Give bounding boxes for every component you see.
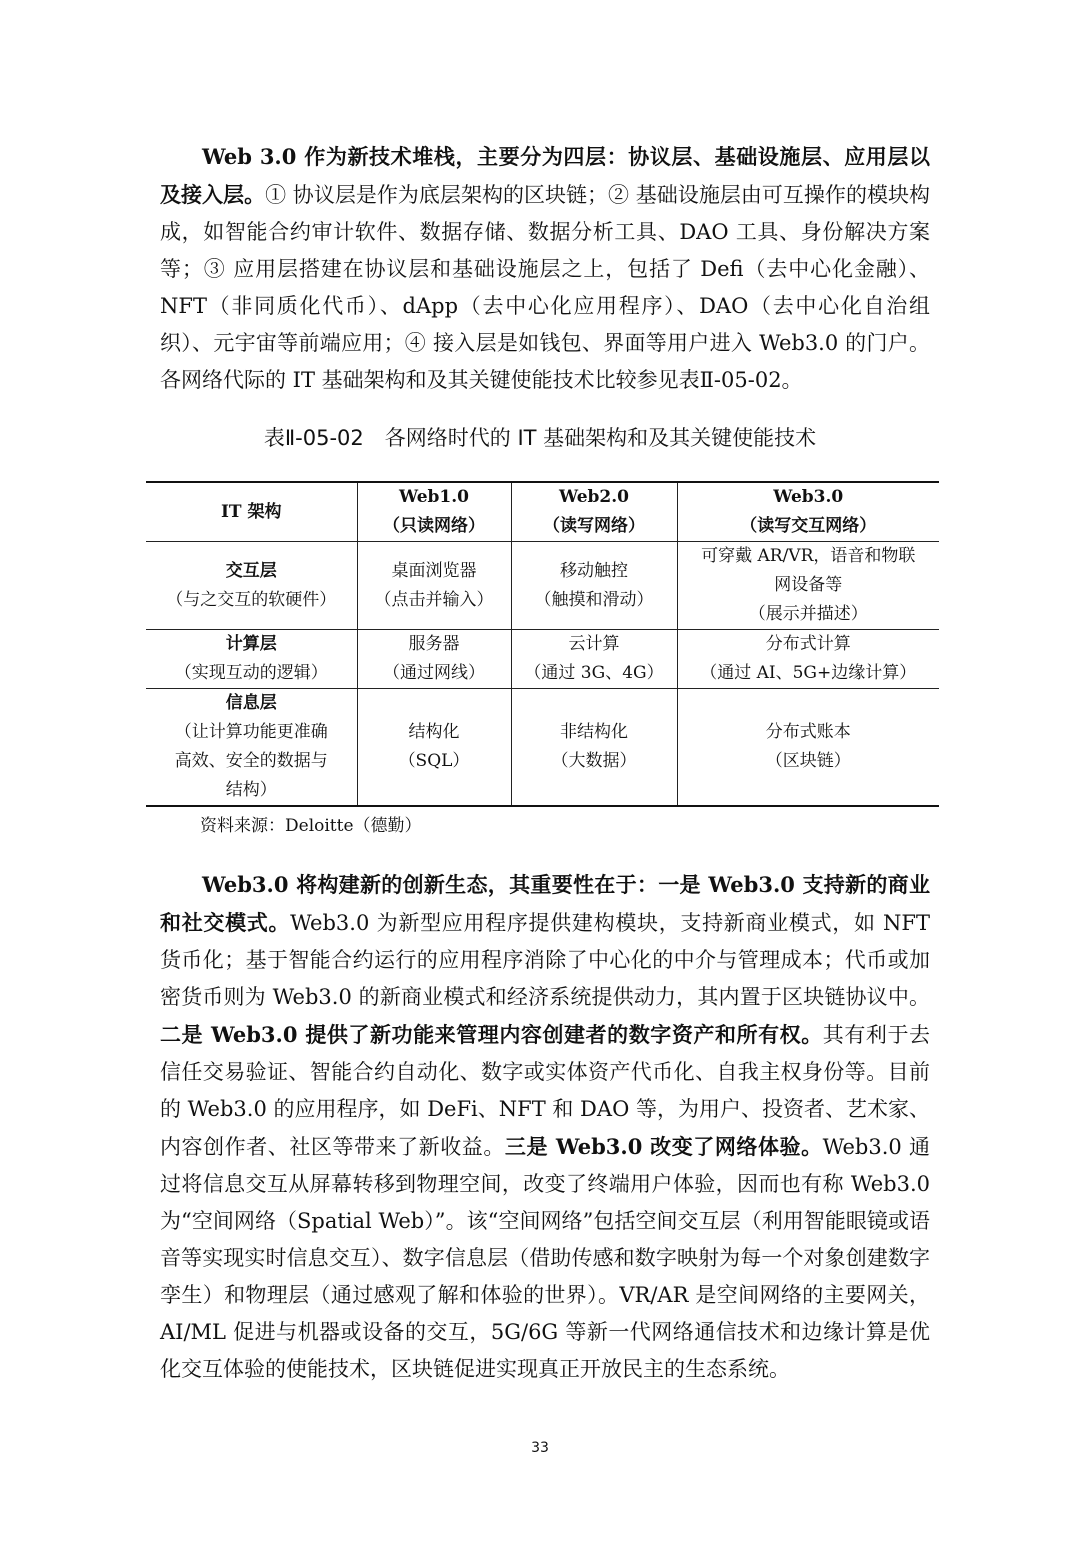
point-three-text: Web3.0 通过将信息交互从屏幕转移到物理空间，改变了终端用户体验，因而也有称 Web3.0 为“空间网络（Spatial Web）”。该“空间网络”包括空间交互层（利用智能眼镜或语音等实现实时信息交互）、数字信息层（借助传感和数字映射为每一个对象创建数字孪生）和物理层（通过感观了解和体验的世界）。VR/AR 是空间网络的主要网关，AI/ML 促进与机器或设备的交互，5G/6G 等新一代网络通信技术和边缘计算是优化交互体验的使能技术，区块链促进实现真正开放民主的生态系统。 <box>160 1135 930 1381</box>
point-one-bold: Web3.0 将构建新的创新生态，其重要性在于：一是 Web3.0 支持新的商业和社交模式。 <box>160 872 930 935</box>
page-number: 33 <box>531 1440 549 1456</box>
header-web2: Web2.0 （读写网络） <box>511 482 677 542</box>
header-web1: Web1.0 （只读网络） <box>357 482 511 542</box>
table-row-information-layer <box>146 689 939 807</box>
cell-web1: 服务器 （通过网线） <box>357 630 511 689</box>
point-one-text: Web3.0 为新型应用程序提供建构模块，支持新商业模式，如 NFT 货币化；基于智能合约运行的应用程序消除了中心化的中介与管理成本；代币或加密货币则为 Web3.0 的新商业模式和经济系统提供动力，其内置于区块链协议中。 <box>160 911 930 1009</box>
cell-web2: 非结构化 （大数据） <box>511 689 677 807</box>
cell-web1: 结构化 （SQL） <box>357 689 511 807</box>
point-three-bold: 三是 Web3.0 改变了网络体验。 <box>504 1134 823 1159</box>
table-row-compute-layer <box>146 630 939 689</box>
row-label: 信息层 （让计算功能更准确 高效、安全的数据与 结构） <box>146 689 357 807</box>
point-two-bold: 二是 Web3.0 提供了新功能来管理内容创建者的数字资产和所有权。 <box>160 1022 823 1047</box>
it-architecture-table <box>146 481 939 807</box>
row-label: 计算层 （实现互动的逻辑） <box>146 630 357 689</box>
table-caption: 表Ⅱ-05-02 各网络时代的 IT 基础架构和及其关键使能技术 <box>263 426 817 450</box>
cell-web3: 分布式计算 （通过 AI、5G+边缘计算） <box>677 630 939 689</box>
paragraph-web3-ecosystem <box>160 866 930 1388</box>
header-web3: Web3.0 （读写交互网络） <box>677 482 939 542</box>
paragraph-lead-bold: Web 3.0 作为新技术堆栈，主要分为四层：协议层、基础设施层、应用层以及接入层。 <box>160 144 930 207</box>
table-row-interaction-layer <box>146 542 939 630</box>
table-header-row <box>146 482 939 542</box>
row-label: 交互层 （与之交互的软硬件） <box>146 542 357 630</box>
header-it-architecture: IT 架构 <box>146 482 357 542</box>
cell-web3: 分布式账本 （区块链） <box>677 689 939 807</box>
cell-web2: 云计算 （通过 3G、4G） <box>511 630 677 689</box>
cell-web2: 移动触控 （触摸和滑动） <box>511 542 677 630</box>
table-source-note: 资料来源：Deloitte（德勤） <box>200 816 422 836</box>
paragraph-body: ① 协议层是作为底层架构的区块链；② 基础设施层由可互操作的模块构成，如智能合约审计软件、数据存储、数据分析工具、DAO 工具、身份解决方案等；③ 应用层搭建在协议层和基础设施层之上，包括了 Defi（去中心化金融）、NFT（非同质化代币）、dApp（去中心化应用程序）、DAO（去中心化自治组织）、元宇宙等前端应用；④ 接入层是如钱包、界面等用户进入 Web3.0 的门户。各网络代际的 IT 基础架构和及其关键使能技术比较参见表Ⅱ-05-02。 <box>160 183 930 392</box>
cell-web3: 可穿戴 AR/VR，语音和物联 网设备等 （展示并描述） <box>677 542 939 630</box>
paragraph-web3-layers <box>160 138 930 399</box>
cell-web1: 桌面浏览器 （点击并输入） <box>357 542 511 630</box>
point-two-text: 其有利于去信任交易验证、智能合约自动化、数字或实体资产代币化、自我主权身份等。目前的 Web3.0 的应用程序，如 DeFi、NFT 和 DAO 等，为用户、投资者、艺术家、内容创作者、社区等带来了新收益。 <box>160 1023 931 1159</box>
